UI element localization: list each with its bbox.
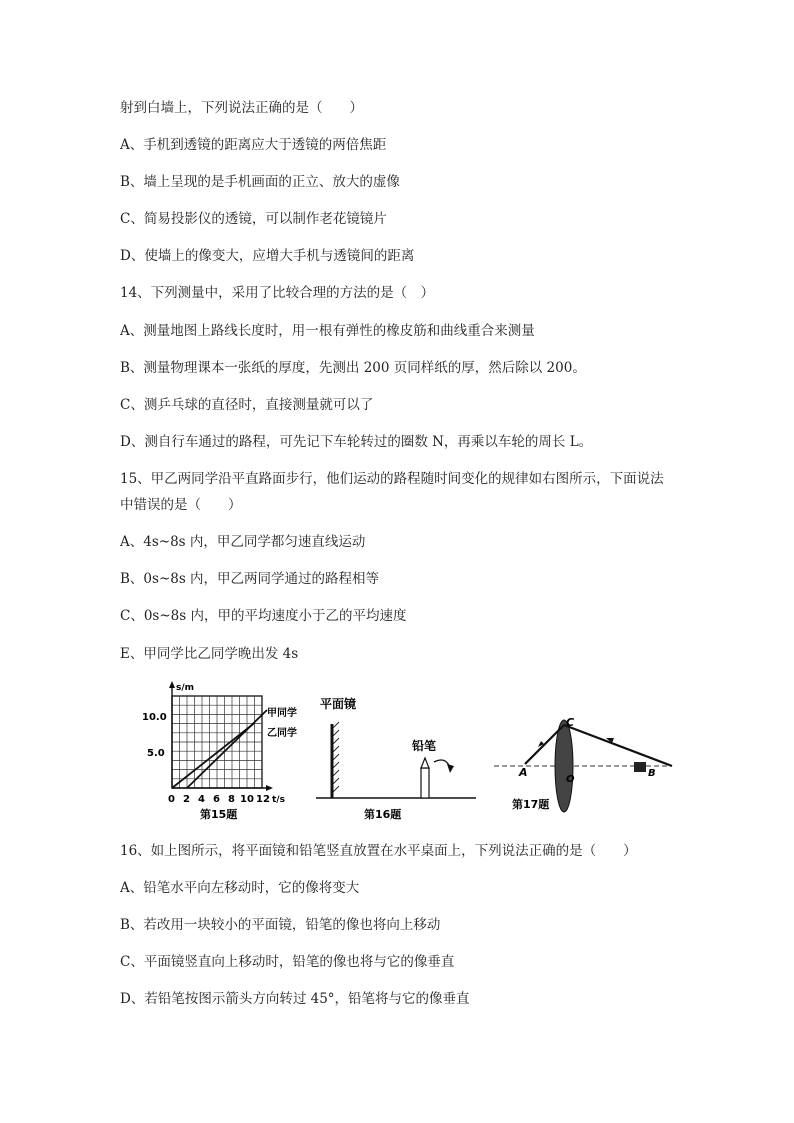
fig15-y-unit: s/m [176, 683, 195, 693]
fig16-caption: 第16题 [364, 808, 402, 821]
fig15-x-tick: 0 [168, 794, 175, 805]
q16-option-d: D、若铅笔按图示箭头方向转过 45°，铅笔将与它的像垂直 [120, 991, 470, 1007]
fig15-x-tick: 8 [228, 794, 235, 805]
fig15-y-tick-10: 10.0 [142, 712, 167, 723]
q13-option-d: D、使墙上的像变大，应增大手机与透镜间的距离 [120, 248, 415, 264]
fig15-x-tick: 2 [183, 794, 190, 805]
q16-stem: 16、如上图所示，将平面镜和铅笔竖直放置在水平桌面上，下列说法正确的是（ ） [120, 843, 637, 859]
q13-option-a: A、手机到透镜的距离应大于透镜的两倍焦距 [120, 137, 387, 153]
figures-strip [120, 678, 676, 826]
q15-option-e: E、甲同学比乙同学晚出发 4s [120, 646, 299, 662]
q15-option-c: C、0s~8s 内，甲的平均速度小于乙的平均速度 [120, 608, 407, 624]
fig17-label-b: B [648, 768, 656, 779]
fig17-caption: 第17题 [512, 798, 550, 811]
fig17-label-a: A [519, 766, 528, 779]
fig15-caption: 第15题 [200, 808, 238, 821]
fig15-line-jia [187, 710, 267, 788]
fig17-lens [494, 716, 672, 812]
fig15-graph [142, 681, 297, 821]
fig15-x-tick: 4 [198, 794, 205, 805]
fig17-label-o: O [566, 774, 575, 785]
q15-option-b: B、0s~8s 内，甲乙两同学通过的路程相等 [120, 571, 380, 587]
fig15-x-tick: 12 [256, 794, 270, 805]
q14-option-d: D、测自行车通过的路程，可先记下车轮转过的圈数 N，再乘以车轮的周长 L。 [120, 434, 593, 450]
fig15-x-unit: t/s [272, 795, 285, 805]
q13-option-b: B、墙上呈现的是手机画面的正立、放大的虚像 [120, 174, 400, 190]
fig16-mirror-label: 平面镜 [320, 697, 357, 711]
fig16-rotate-arrow [434, 760, 450, 768]
q14-option-c: C、测乒乓球的直径时，直接测量就可以了 [120, 397, 374, 413]
fig16-mirror-pencil [316, 696, 476, 821]
fig15-legend-jia: 甲同学 [267, 708, 297, 719]
q15-stem-line2: 中错误的是（ ） [120, 497, 242, 513]
fig16-pencil-label: 铅笔 [412, 739, 437, 753]
fig17-object-b [634, 762, 646, 772]
q16-option-a: A、铅笔水平向左移动时，它的像将变大 [120, 880, 360, 896]
fig17-label-c: C [566, 716, 575, 729]
fig17-ray-out [564, 725, 672, 766]
q15-stem-line1: 15、甲乙两同学沿平直路面步行，他们运动的路程随时间变化的规律如右图所示，下面说法 [120, 471, 664, 487]
q14-stem: 14、下列测量中，采用了比较合理的方法的是（ ） [120, 285, 435, 301]
fig15-y-tick-5: 5.0 [147, 748, 165, 759]
q14-option-a: A、测量地图上路线长度时，用一根有弹性的橡皮筋和曲线重合来测量 [120, 323, 535, 339]
q13-stem-tail: 射到白墙上，下列说法正确的是（ ） [120, 100, 363, 116]
fig16-pencil [421, 768, 429, 798]
q13-option-c: C、简易投影仪的透镜，可以制作老花镜镜片 [120, 211, 387, 227]
q16-option-b: B、若改用一块较小的平面镜，铅笔的像也将向上移动 [120, 917, 441, 933]
fig15-x-tick: 6 [213, 794, 220, 805]
fig17-lens-shape [555, 720, 573, 812]
fig15-legend-yi: 乙同学 [267, 728, 297, 739]
q14-option-b: B、测量物理课本一张纸的厚度，先测出 200 页同样纸的厚，然后除以 200。 [120, 360, 586, 376]
q16-option-c: C、平面镜竖直向上移动时，铅笔的像也将与它的像垂直 [120, 954, 455, 970]
fig15-x-tick: 10 [240, 794, 254, 805]
q15-option-a: A、4s~8s 内，甲乙同学都匀速直线运动 [120, 534, 366, 550]
